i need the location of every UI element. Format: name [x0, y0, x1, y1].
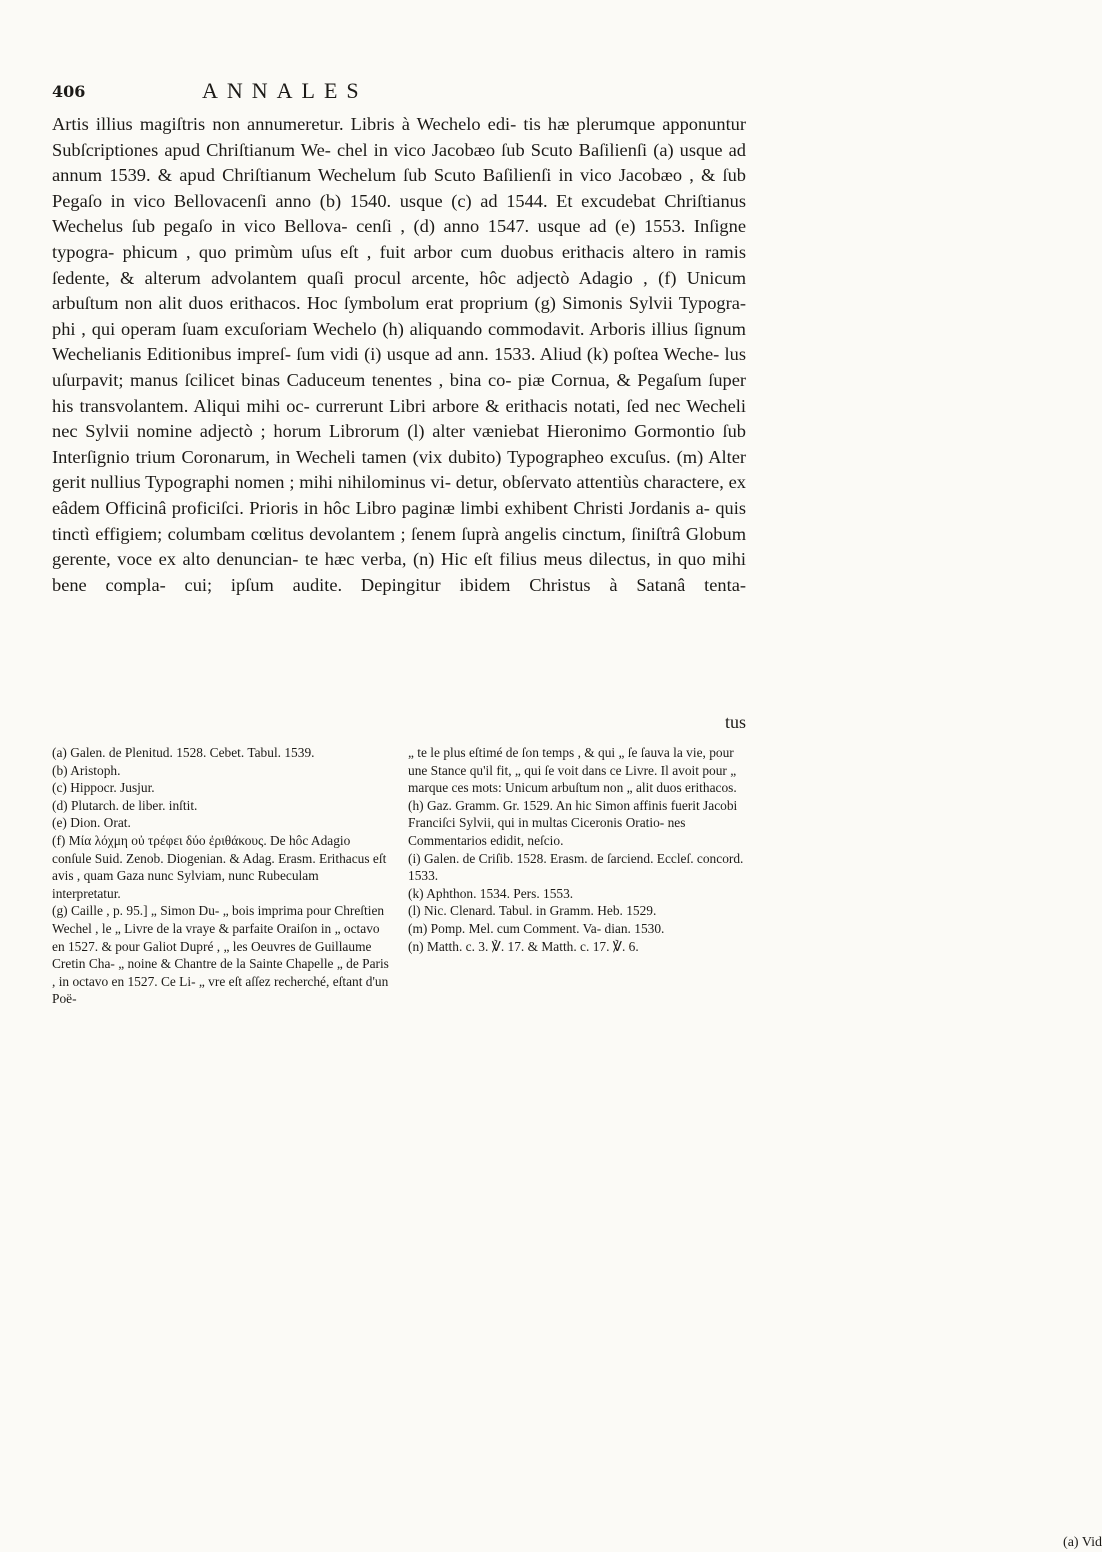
- footnote-n: (n) Matth. c. 3. ℣. 17. & Matth. c. 17. ℣. 6.: [408, 938, 639, 954]
- running-head: ANNALES: [202, 78, 368, 103]
- footnotes-right-column: [408, 744, 1102, 1550]
- footnote-h: (h) Gaz. Gramm. Gr. 1529. An hic Simon affinis fuerit Jacobi Franciſci Sylvii, qui in multas Ciceronis Oratio- nes Commentarios edidit, neſcio.: [408, 797, 738, 848]
- footnote-e: (e) Dion. Orat.: [52, 815, 131, 831]
- footnote-b: (b) Aristoph.: [52, 762, 121, 778]
- footnote-catchword: (a) Vid: [1063, 1535, 1102, 1550]
- main-catchword: tus: [724, 712, 746, 732]
- footnote-d: (d) Plutarch. de liber. inſtit.: [52, 797, 198, 813]
- page-number: 406: [52, 82, 86, 101]
- footnote-a: (a) Galen. de Plenitud. 1528. Cebet. Tabul. 1539.: [52, 745, 315, 760]
- footnotes-left-column: [52, 744, 390, 1008]
- footnote-g-continued: „ te le plus eſtimé de ſon temps , & qui „ ſe ſauva la vie, pour une Stance qu'il fit, „ qui ſe voit dans ce Livre. Il avoit pour „ marque ces mots: Unicum arbuſtum non „ alit duos erithacos.: [408, 745, 737, 796]
- footnote-m: (m) Pomp. Mel. cum Comment. Va- dian. 1530.: [408, 920, 665, 936]
- page-header: [52, 78, 746, 106]
- footnote-i: (i) Galen. de Criſib. 1528. Erasm. de ſarciend. Eccleſ. concord. 1533.: [408, 850, 744, 884]
- footnote-f: (f) Μία λόχμη οὐ τρέφει δύο ἐριθάκους. De hôc Adagio conſule Suid. Zenob. Diogenian. & Adag. Erasm. Erithacus eſt avis , quam Gaza nunc Sylviam, nunc Rubeculam interpretatur.: [52, 832, 387, 901]
- footnote-c: (c) Hippocr. Jusjur.: [52, 780, 155, 796]
- footnote-k: (k) Aphthon. 1534. Pers. 1553.: [408, 885, 574, 901]
- footnote-g: (g) Caille , p. 95.] „ Simon Du- „ bois imprima pour Chreſtien Wechel , le „ Livre de la vraye & parfaite Oraiſon in „ octavo en 1527. & pour Galiot Dupré , „ les Oeuvres de Guillaume Cretin Cha- „ noine & Chantre de la Sainte Chapelle „ de Paris , in octavo en 1527. Ce Li- „ vre eſt aſſez recherché, eſtant d'un Poë-: [52, 903, 389, 1007]
- footnote-l: (l) Nic. Clenard. Tabul. in Gramm. Heb. 1529.: [408, 903, 657, 919]
- main-text: Artis illius magiſtris non annumeretur. Libris à Wechelo edi- tis hæ plerumque apponuntur Subſcriptiones apud Chriſtianum We- chel in vico Jacobæo ſub Scuto Baſilienſi (a) usque ad annum 1539. & apud Chriſtianum Wechelum ſub Scuto Baſilienſi in vico Jacobæo , & ſub Pegaſo in vico Bellovacenſi anno (b) 1540. usque (c) ad 1544. Et excudebat Chriſtianus Wechelus ſub pegaſo in vico Bellova- cenſi , (d) anno 1547. usque ad (e) 1553. Inſigne typogra- phicum , quo primùm uſus eſt , fuit arbor cum duobus erithacis altero in ramis ſedente, & alterum advolantem quaſi procul arcente, hôc adjectò Adagio , (f) Unicum arbuſtum non alit duos erithacos. Hoc ſymbolum erat proprium (g) Simonis Sylvii Typogra- phi , qui operam ſuam excuſoriam Wechelo (h) aliquando commodavit. Arboris illius ſignum Wechelianis Editionibus impreſ- ſum vidi (i) usque ad ann. 1533. Aliud (k) poſtea Weche- lus uſurpavit; manus ſcilicet binas Caduceum tenentes , bina co- piæ Cornua, & Pegaſum ſuper his transvolantem. Aliqui mihi oc- currerunt Libri arbore & erithacis notati, ſed nec Wecheli nec Sylvii nomine adjectò ; horum Librorum (l) alter væniebat Hieronimo Gormontio ſub Interſignio trium Coronarum, in Wecheli tamen (vix dubito) Typographeo excuſus. (m) Alter gerit nullius Typographi nomen ; mihi nihilominus vi- detur, obſervato attentiùs charactere, ex eâdem Officinâ proficiſci. Prioris in hôc Libro paginæ limbi exhibent Christi Jordanis a- quis tinctì effigiem; columbam cœlitus devolantem ; ſenem ſuprà angelis cinctum, ſiniſtrâ Globum gerente, voce ex alto denuncian- te hæc verba, (n) Hic eſt filius meus dilectus, in quo mihi bene compla- cui; ipſum audite. Depingitur ibidem Christus à Satanâ tenta-: [52, 114, 746, 595]
